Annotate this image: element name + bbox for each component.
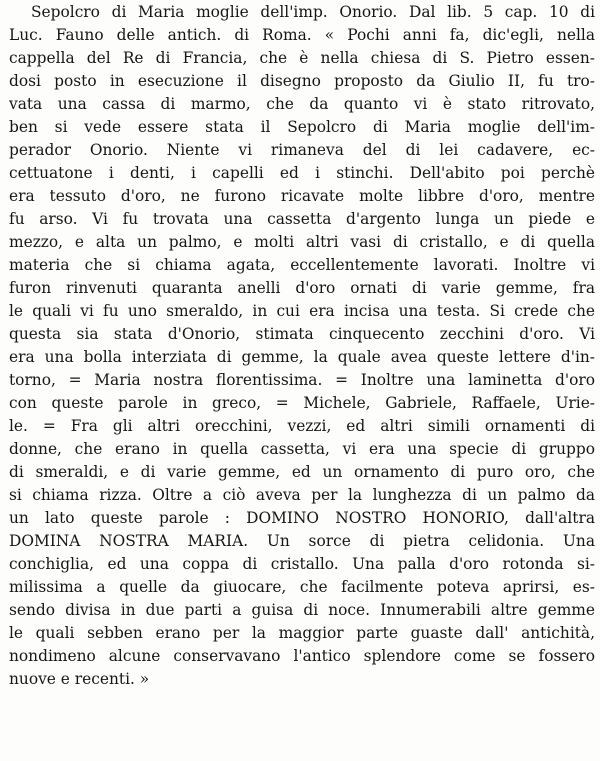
text-line-2: Luc. Fauno delle antich. di Roma. « Pochi anni fa, dic'egli, nella <box>9 26 595 44</box>
text-line-4: dosi posto in esecuzione il disegno proposto da Giulio II, fu tro- <box>9 72 595 90</box>
text-line-27: sendo divisa in due parti a guisa di noce. Innumerabili altre gemme <box>9 601 595 619</box>
text-line-17: torno, = Maria nostra florentissima. = Inoltre una laminetta d'oro <box>9 371 595 389</box>
text-line-3: cappella del Re di Francia, che è nella chiesa di S. Pietro essen- <box>9 49 595 67</box>
text-line-5: vata una cassa di marmo, che da quanto vi è stato ritrovato, <box>9 95 595 113</box>
text-line-15: questa sia stata d'Onorio, stimata cinquecento zecchini d'oro. Vi <box>9 325 595 343</box>
text-line-25: conchiglia, ed una coppa di cristallo. Una palla d'oro rotonda si- <box>9 555 595 573</box>
text-line-19: le. = Fra gli altri orecchini, vezzi, ed altri simili ornamenti di <box>9 417 595 435</box>
text-line-13: furon rinvenuti quaranta anelli d'oro ornati di varie gemme, fra <box>9 279 595 297</box>
text-line-26: milissima a quelle da giuocare, che facilmente poteva aprirsi, es- <box>9 578 595 596</box>
text-line-18: con queste parole in greco, = Michele, Gabriele, Raffaele, Urie- <box>9 394 595 412</box>
text-line-9: era tessuto d'oro, ne furono ricavate molte libbre d'oro, mentre <box>9 187 595 205</box>
text-line-14: le quali vi fu uno smeraldo, in cui era incisa una testa. Si crede che <box>9 302 595 320</box>
text-line-23: un lato queste parole : DOMINO NOSTRO HONORIO, dall'altra <box>9 509 595 527</box>
text-line-20: donne, che erano in quella cassetta, vi era una specie di gruppo <box>9 440 595 458</box>
text-line-28: le quali sebben erano per la maggior parte guaste dall' antichità, <box>9 624 595 642</box>
text-line-12: materia che si chiama agata, eccellentemente lavorati. Inoltre vi <box>9 256 595 274</box>
text-line-8: cettuatone i denti, i capelli ed i stinchi. Dell'abito poi perchè <box>9 164 595 182</box>
body-text <box>9 1 595 691</box>
text-line-7: perador Onorio. Niente vi rimaneva del di lei cadavere, ec- <box>9 141 595 159</box>
text-line-29: nondimeno alcune conservavano l'antico splendore come se fossero <box>9 647 595 665</box>
text-line-11: mezzo, e alta un palmo, e molti altri vasi di cristallo, e di quella <box>9 233 595 251</box>
text-line-21: di smeraldi, e di varie gemme, ed un ornamento di puro oro, che <box>9 463 595 481</box>
text-line-1: Sepolcro di Maria moglie dell'imp. Onorio. Dal lib. 5 cap. 10 di <box>31 3 595 21</box>
text-line-22: si chiama rizza. Oltre a ciò aveva per la lunghezza di un palmo da <box>9 486 595 504</box>
text-line-10: fu arso. Vi fu trovata una cassetta d'argento lunga un piede e <box>9 210 595 228</box>
text-line-6: ben si vede essere stata il Sepolcro di Maria moglie dell'im- <box>9 118 595 136</box>
text-line-16: era una bolla interziata di gemme, la quale avea queste lettere d'in- <box>9 348 595 366</box>
text-line-24: DOMINA NOSTRA MARIA. Un sorce di pietra celidonia. Una <box>9 532 595 550</box>
text-line-30: nuove e recenti. » <box>9 670 150 688</box>
